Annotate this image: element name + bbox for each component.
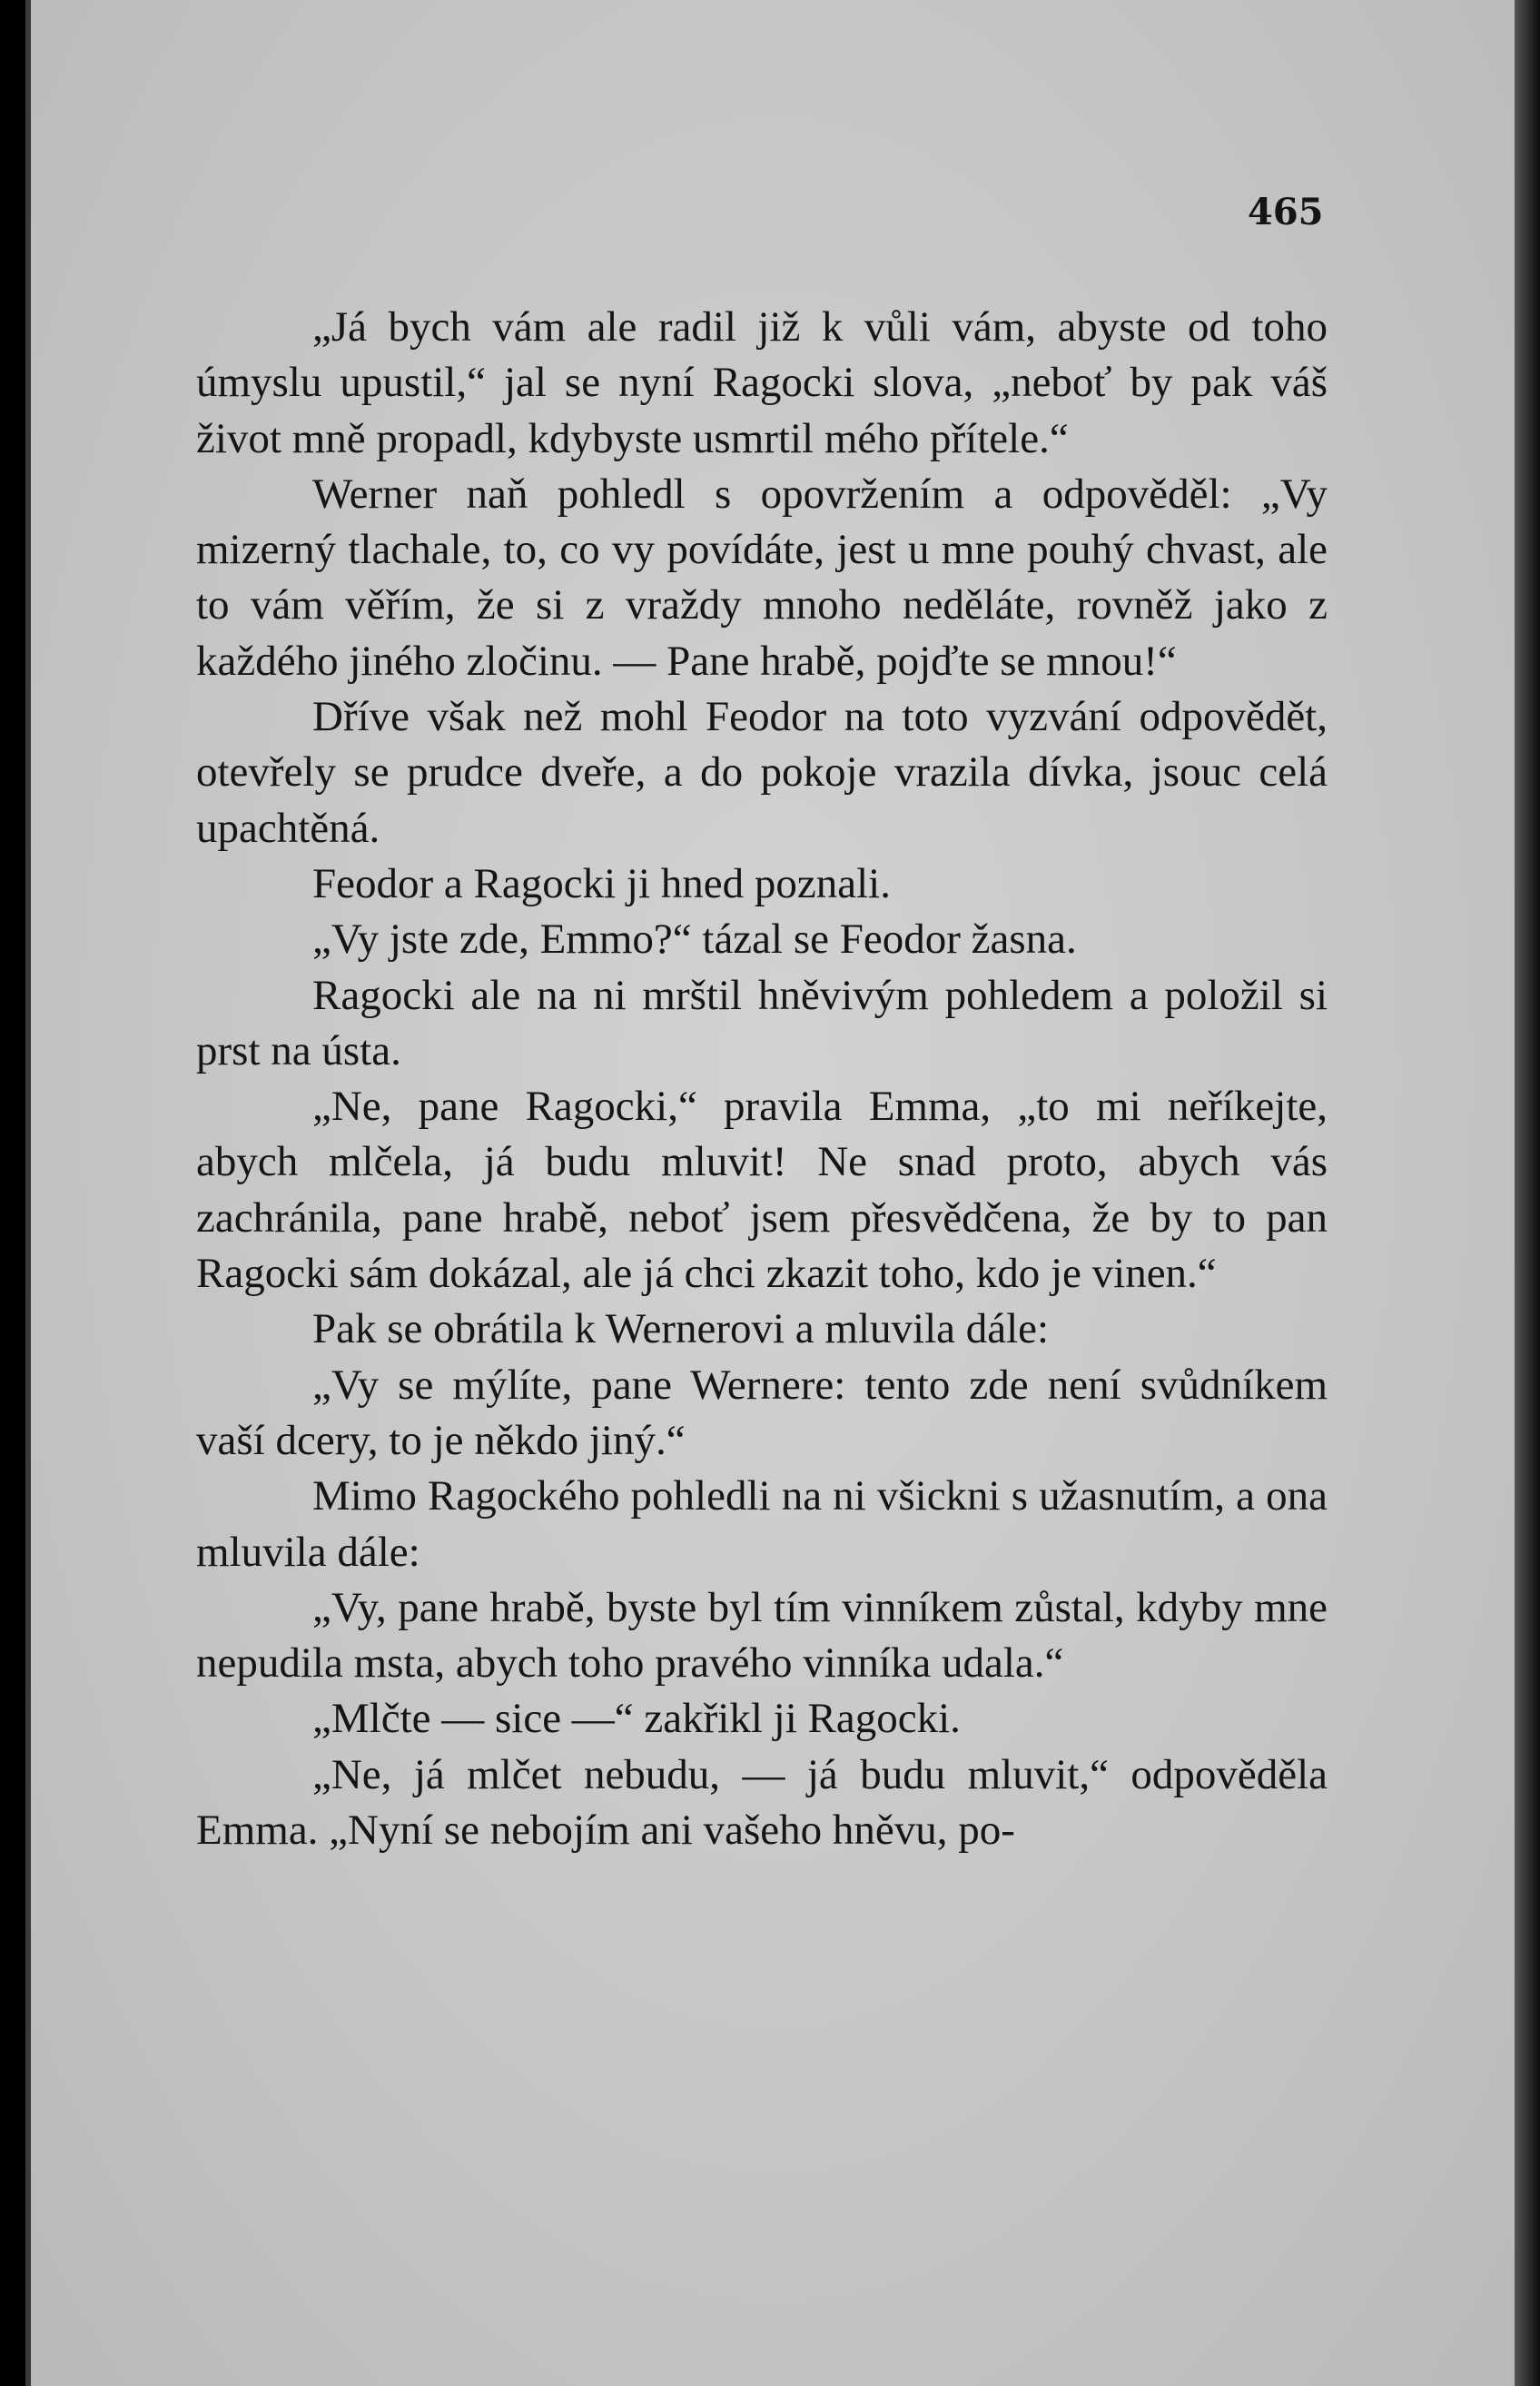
scan-edge [1515,0,1540,2386]
paragraph: „Vy, pane hrabě, byste byl tím vinníkem zůstal, kdyby mne nepudila msta, abych toho pravého vinníka udala.“ [196,1583,1328,1688]
paragraph: „Vy se mýlíte, pane Wernere: tento zde není svůdníkem vaší dcery, to je někdo jiný.“ [196,1361,1328,1464]
paragraph: „Ne, pane Ragocki,“ pravila Emma, „to mi neříkejte, abych mlčela, já budu mluvit! Ne snad proto, abych vás zachránila, pane hrabě, neboť jsem přesvědčena, že by to pan Ragocki sám dokázal, ale já chci zkazit toho, kdo je vinen.“ [196,1083,1328,1298]
paragraph: Dříve však než mohl Feodor na toto vyzvání odpovědět, otevřely se prudce dveře, a do pokoje vrazila dívka, jsouc celá upachtěná. [196,693,1328,852]
paragraph: „Mlčte — sice —“ zakřikl ji Ragocki. [312,1695,961,1743]
paragraph: „Ne, já mlčet nebudu, — já budu mluvit,“ odpověděla Emma. „Nyní se nebojím ani vašeho hněvu, po- [196,1750,1328,1855]
paragraph: „Já bych vám ale radil již k vůli vám, abyste od toho úmyslu upustil,“ jal se nyní Ragocki slova, „neboť by pak váš život mně propadl, kdybyste usmrtil mého přítele.“ [196,303,1328,462]
paragraph: Feodor a Ragocki ji hned poznali. [312,859,891,907]
paragraph: „Vy jste zde, Emmo?“ tázal se Feodor žasna. [312,916,1077,964]
page-number: 465 [1248,191,1324,233]
paragraph: Ragocki ale na ni mrštil hněvivým pohledem a položil si prst na ústa. [196,971,1328,1074]
paragraph: Pak se obrátila k Wernerovi a mluvila dále: [312,1305,1050,1353]
book-page [25,0,1520,2386]
paragraph: Mimo Ragockého pohledli na ni všickni s užasnutím, a ona mluvila dále: [196,1472,1328,1576]
body-text [196,300,1328,1858]
paragraph: Werner naň pohledl s opovržením a odpověděl: „Vy mizerný tlachale, to, co vy povídáte, jest u mne pouhý chvast, ale to vám věřím, že si z vraždy mnoho neděláte, rovněž jako z každého jiného zločinu. — Pane hrabě, pojďte se mnou!“ [196,470,1328,685]
